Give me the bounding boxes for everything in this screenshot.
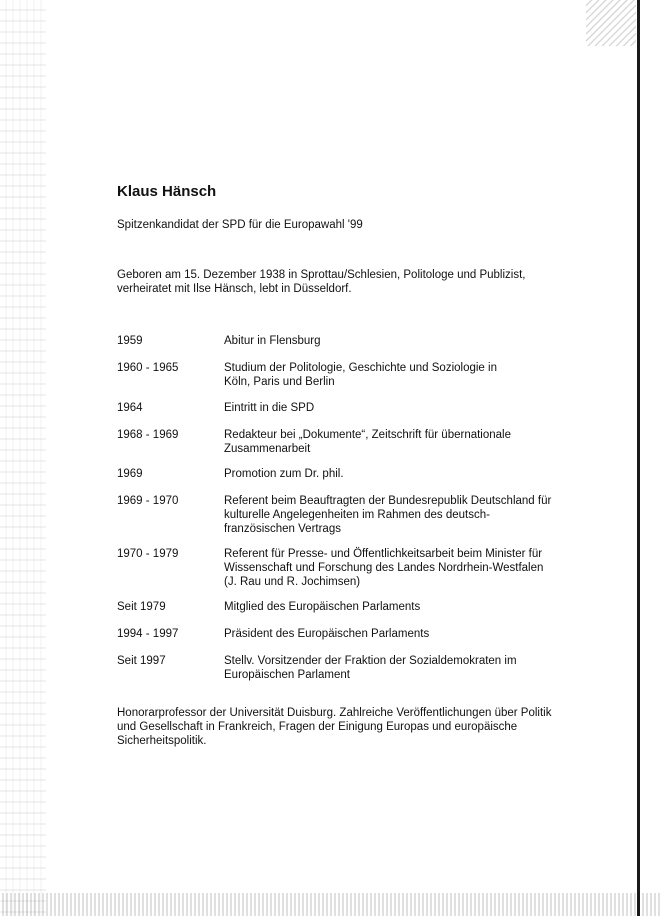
timeline-line: Köln, Paris und Berlin — [224, 376, 335, 388]
timeline-year: Seit 1979 — [117, 601, 166, 613]
timeline-description — [224, 401, 554, 415]
timeline-description — [224, 600, 554, 614]
timeline-description — [224, 467, 554, 481]
timeline-year: 1969 - 1970 — [117, 495, 179, 507]
timeline-description — [224, 334, 554, 348]
timeline-line: Wissenschaft und Forschung des Landes Nordrhein-Westfalen — [224, 562, 544, 574]
timeline-line: Präsident des Europäischen Parlaments — [224, 628, 430, 640]
timeline-description — [224, 494, 554, 536]
scan-noise-left — [0, 0, 46, 916]
intro-paragraph — [117, 268, 537, 296]
timeline-description — [224, 654, 554, 682]
timeline-line: Referent beim Beauftragten der Bundesrepublik Deutschland für — [224, 495, 552, 507]
timeline-line: Eintritt in die SPD — [224, 402, 315, 414]
scan-edge-line — [637, 0, 640, 916]
timeline-line: (J. Rau und R. Jochimsen) — [224, 576, 361, 588]
footer-line: Sicherheitspolitik. — [117, 735, 207, 747]
timeline-line: kulturelle Angelegenheiten im Rahmen des deutsch- — [224, 509, 490, 521]
person-name: Klaus Hänsch — [117, 183, 217, 200]
timeline-line: Abitur in Flensburg — [224, 335, 321, 347]
footer-paragraph — [117, 706, 557, 748]
timeline-year: Seit 1997 — [117, 655, 166, 667]
scan-noise-top-right — [586, 0, 638, 46]
timeline-line: Studium der Politologie, Geschichte und Soziologie in — [224, 362, 497, 374]
timeline-year: 1969 — [117, 468, 143, 480]
timeline-line: Referent für Presse- und Öffentlichkeitsarbeit beim Minister für — [224, 548, 543, 560]
footer-line: Honorarprofessor der Universität Duisburg. Zahlreiche Veröffentlichungen über Politik — [117, 707, 552, 719]
timeline-description — [224, 627, 554, 641]
scan-noise-bottom — [0, 893, 662, 916]
timeline-description — [224, 547, 554, 589]
timeline-year: 1959 — [117, 335, 143, 347]
intro-line: verheiratet mit Ilse Hänsch, lebt in Düsseldorf. — [117, 283, 352, 295]
timeline-year: 1964 — [117, 402, 143, 414]
timeline-line: Zusammenarbeit — [224, 443, 311, 455]
timeline-year: 1994 - 1997 — [117, 628, 179, 640]
timeline-description — [224, 428, 554, 456]
intro-line: Geboren am 15. Dezember 1938 in Sprottau/Schlesien, Politologe und Publizist, — [117, 269, 526, 281]
timeline-year: 1968 - 1969 — [117, 429, 179, 441]
timeline-year: 1970 - 1979 — [117, 548, 179, 560]
timeline-line: französischen Vertrags — [224, 523, 341, 535]
timeline-description — [224, 361, 554, 389]
timeline-line: Stellv. Vorsitzender der Fraktion der Sozialdemokraten im — [224, 655, 517, 667]
timeline-line: Mitglied des Europäischen Parlaments — [224, 601, 421, 613]
timeline-line: Europäischen Parlament — [224, 669, 350, 681]
timeline-line: Redakteur bei „Dokumente“, Zeitschrift für übernationale — [224, 429, 512, 441]
footer-line: und Gesellschaft in Frankreich, Fragen der Einigung Europas und europäische — [117, 721, 518, 733]
candidate-subtitle: Spitzenkandidat der SPD für die Europawahl '99 — [117, 219, 363, 231]
timeline-line: Promotion zum Dr. phil. — [224, 468, 344, 480]
timeline-year: 1960 - 1965 — [117, 362, 179, 374]
